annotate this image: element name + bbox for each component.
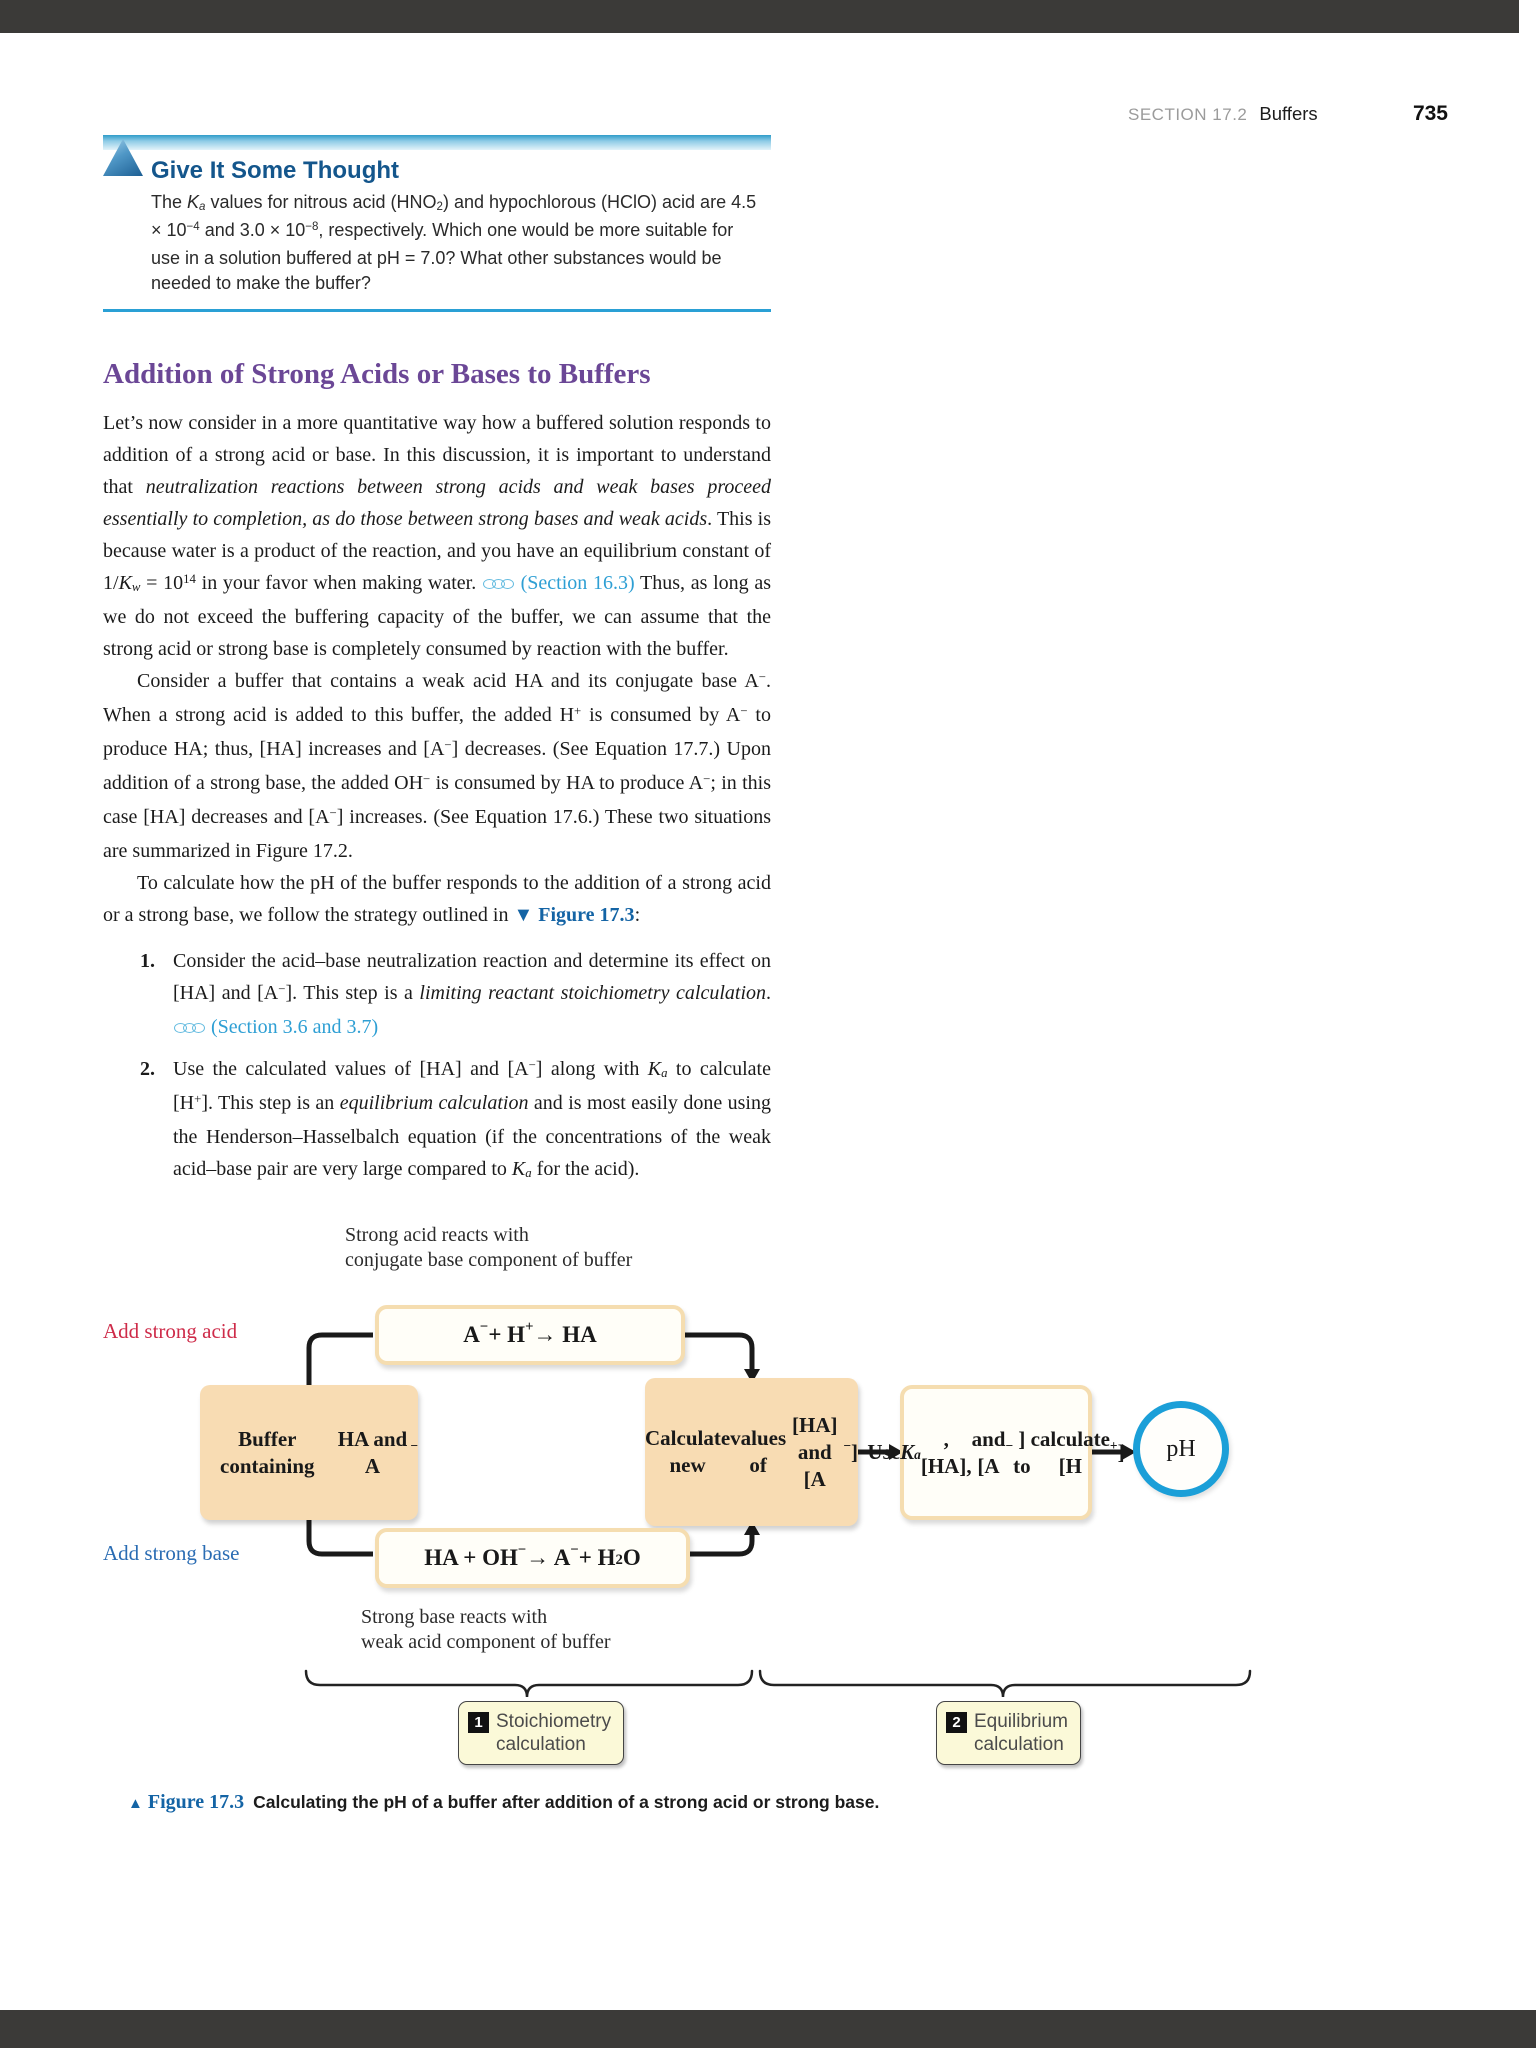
add-strong-base-label: Add strong base xyxy=(103,1541,240,1565)
text-segment: → A xyxy=(526,1545,571,1570)
running-header-section-label: SECTION 17.2 xyxy=(1128,105,1248,124)
page-number: 735 xyxy=(1412,102,1448,125)
text-segment: limiting reactant stoichiometry calculation xyxy=(419,982,766,1004)
text-segment: a xyxy=(914,1447,921,1463)
give-it-some-thought-box xyxy=(103,135,771,312)
chain-ring xyxy=(501,579,514,589)
equilibrium-callout xyxy=(936,1701,1081,1765)
stoichiometry-callout-text: Stoichiometry calculation xyxy=(496,1711,612,1755)
text-segment: 2 xyxy=(615,1552,623,1569)
step-1-badge: 1 xyxy=(468,1712,489,1733)
running-header xyxy=(1128,102,1448,126)
text-segment: 14 xyxy=(183,571,196,586)
top-bar xyxy=(0,0,1519,33)
buffer-containing-box xyxy=(200,1385,418,1520)
bottom-bar xyxy=(0,2010,1536,2048)
strategy-steps-list xyxy=(140,945,771,1187)
text-segment: − xyxy=(423,771,431,786)
figure-17-3-diagram xyxy=(103,1223,1253,1775)
text-segment: for the acid). xyxy=(531,1158,640,1180)
step-2-badge: 2 xyxy=(946,1712,967,1733)
figure-caption xyxy=(128,1791,1253,1814)
text-segment: K xyxy=(511,1158,526,1180)
text-segment: a xyxy=(661,1066,668,1081)
step-text xyxy=(173,945,771,1043)
running-header-section-title: Buffers xyxy=(1259,103,1318,124)
text-segment: − xyxy=(528,1057,536,1072)
figure-ref-link[interactable]: ▼ Figure 17.3 xyxy=(513,904,635,926)
text-segment: Buffer containing xyxy=(220,1426,315,1478)
text-segment: A xyxy=(463,1322,480,1347)
gist-body-text xyxy=(151,190,767,296)
add-strong-acid-label: Add strong acid xyxy=(103,1319,238,1343)
text-segment: K xyxy=(900,1440,915,1464)
text-segment: and is most easily done using the Henderson–Hasselbalch equation (if the concentrations of the weak acid–base pair are very large compared to xyxy=(173,1092,771,1180)
paragraph-2 xyxy=(103,665,771,867)
text-segment: = 10 xyxy=(140,572,184,594)
text-segment: + H xyxy=(578,1545,616,1570)
list-item-step-2 xyxy=(140,1053,771,1187)
strong-base-reacts-label: Strong base reacts with weak acid component of buffer xyxy=(361,1606,611,1653)
text-segment: K xyxy=(647,1058,662,1080)
section-heading: Addition of Strong Acids or Bases to Buffers xyxy=(103,358,651,390)
body-text xyxy=(103,407,771,931)
equilibrium-callout-text: Equilibrium calculation xyxy=(974,1711,1068,1755)
connector-buffer-to-base-box xyxy=(309,1520,373,1554)
text-segment: −8 xyxy=(305,221,319,234)
stoichiometry-brace xyxy=(306,1671,752,1697)
text-segment: in your favor when making water. xyxy=(195,572,482,594)
text-segment: − xyxy=(479,1319,489,1336)
text-segment: ] xyxy=(1117,1440,1125,1464)
text-segment: and [A xyxy=(971,1426,1006,1478)
text-segment: + xyxy=(574,703,582,718)
text-segment: is consumed by HA to produce A xyxy=(430,772,704,794)
calculate-new-values-box xyxy=(645,1378,858,1526)
text-segment: , respectively. Which one would be more suitable for use in a solution buffered at pH = 7.0? What other substances would be needed to make the buffer? xyxy=(151,220,734,293)
page-content xyxy=(103,135,1253,1814)
text-segment: . When a strong acid is added to this buffer, the added H xyxy=(103,670,771,726)
chain-ring xyxy=(192,1023,205,1033)
ph-result-circle: pH xyxy=(1133,1401,1229,1497)
equilibrium-brace xyxy=(760,1671,1250,1697)
paragraph-3 xyxy=(103,867,771,931)
text-segment: w xyxy=(131,580,141,595)
text-segment: + xyxy=(1109,1438,1118,1454)
text-segment: − xyxy=(517,1542,527,1559)
text-segment: . This is because water is a product of the reaction, and you have an equilibrium constant of 1/ xyxy=(103,508,771,594)
figure-caption-label: ▲ Figure 17.3 xyxy=(128,1791,245,1813)
text-segment: a xyxy=(525,1166,532,1181)
text-segment: − xyxy=(758,669,766,684)
text-segment: ) and hypochlorous (HClO) acid are 4.5 × 10 xyxy=(151,192,757,240)
text-segment: + xyxy=(525,1319,534,1336)
text-segment: to produce HA; thus, [HA] increases and [A xyxy=(103,704,771,760)
text-segment: Use xyxy=(867,1440,901,1464)
text-segment: values of xyxy=(730,1426,787,1477)
figure-caption-text: Calculating the pH of a buffer after addition of a strong acid or strong base. xyxy=(253,1792,880,1812)
text-segment: To calculate how the pH of the buffer responds to the addition of a strong acid or a strong base, we follow the strategy outlined in xyxy=(103,872,771,926)
text-segment: − xyxy=(278,981,286,996)
text-segment: K xyxy=(118,572,132,594)
text-segment: ; in this case [HA] decreases and [A xyxy=(103,772,772,828)
step-text xyxy=(173,1053,771,1187)
text-segment: HA + OH xyxy=(424,1545,518,1570)
text-segment: O xyxy=(622,1545,641,1570)
text-segment: Let’s now consider in a more quantitative way how a buffered solution responds to addition of a strong acid or base. In this discussion, it is important to understand that xyxy=(103,412,771,498)
text-segment: : xyxy=(634,904,641,926)
chain-link-icon xyxy=(483,567,514,599)
text-segment: ] xyxy=(851,1439,858,1464)
text-segment: Consider the acid–base neutralization reaction and determine its effect on [HA] and [A xyxy=(173,950,771,1004)
text-segment: calculate [H xyxy=(1030,1426,1110,1478)
text-segment: equilibrium calculation xyxy=(339,1092,529,1114)
text-segment: K xyxy=(187,192,200,212)
text-segment: − xyxy=(740,703,748,718)
paragraph-1 xyxy=(103,407,771,665)
step-number: 1. xyxy=(140,950,155,972)
section-ref-link[interactable]: (Section 3.6 and 3.7) xyxy=(206,1016,379,1038)
base-reaction-box xyxy=(375,1528,690,1588)
text-segment: − xyxy=(329,805,337,820)
text-segment: a xyxy=(199,201,206,214)
text-segment: − xyxy=(410,1438,418,1454)
caption-arrow-icon: ▲ xyxy=(128,1796,143,1812)
section-ref-link[interactable]: (Section 16.3) xyxy=(514,572,635,594)
text-segment: − xyxy=(570,1542,579,1559)
text-segment: HA and A xyxy=(337,1426,408,1478)
gist-heading: Give It Some Thought xyxy=(151,157,400,184)
connector-buffer-to-acid-box xyxy=(309,1335,373,1385)
text-segment: ] increases. (See Equation 17.6.) These two situations are summarized in Figure 17.2. xyxy=(103,806,772,862)
acid-reaction-box xyxy=(375,1305,685,1365)
connector-acid-box-to-calc xyxy=(685,1335,752,1369)
text-segment: − xyxy=(1005,1438,1014,1454)
text-segment: is consumed by A xyxy=(581,704,741,726)
text-segment: Consider a buffer that contains a weak acid HA and its conjugate base A xyxy=(137,670,759,692)
text-segment: Use the calculated values of [HA] and [A xyxy=(173,1058,529,1080)
text-segment: → HA xyxy=(533,1322,597,1347)
gist-gradient-bar xyxy=(103,135,771,150)
text-segment: [HA] and [A xyxy=(792,1412,838,1491)
text-segment: 2 xyxy=(436,201,443,214)
stoichiometry-callout xyxy=(458,1701,624,1765)
text-segment: + xyxy=(194,1091,202,1106)
text-segment: Thus, as long as we do not exceed the buffering capacity of the buffer, we can assume that the strong acid or strong base is completely consumed by reaction with the buffer. xyxy=(103,572,772,660)
text-segment: + H xyxy=(488,1322,526,1347)
text-segment: − xyxy=(843,1437,851,1453)
chain-link-icon xyxy=(174,1011,205,1043)
text-segment: ]. This step is an xyxy=(201,1092,340,1114)
step-number: 2. xyxy=(140,1058,155,1080)
text-segment: − xyxy=(703,771,711,786)
text-segment: The xyxy=(151,192,188,212)
text-segment: neutralization reactions between strong acids and weak bases proceed essentially to completion, as do those between strong bases and weak acids xyxy=(103,476,771,530)
text-segment: − xyxy=(444,737,452,752)
text-segment: ] decreases. (See Equation 17.7.) Upon addition of a strong base, the added OH xyxy=(103,738,771,794)
list-item-step-1 xyxy=(140,945,771,1043)
text-segment: to calculate [H xyxy=(173,1058,771,1114)
text-segment: ] to xyxy=(1013,1426,1031,1478)
text-segment: ] along with xyxy=(535,1058,648,1080)
text-segment: and 3.0 × 10 xyxy=(199,220,306,240)
text-segment: values for nitrous acid (HNO xyxy=(205,192,437,212)
text-segment: −4 xyxy=(186,221,200,234)
connector-base-box-to-calc xyxy=(690,1535,752,1554)
text-segment: . xyxy=(766,982,771,1004)
text-segment: ]. This step is a xyxy=(285,982,420,1004)
text-segment: Calculate new xyxy=(645,1426,731,1477)
text-segment: , [HA], xyxy=(920,1426,972,1478)
strong-acid-reacts-label: Strong acid reacts with conjugate base component of buffer xyxy=(345,1224,633,1271)
use-ka-calculate-box xyxy=(867,1385,1125,1520)
